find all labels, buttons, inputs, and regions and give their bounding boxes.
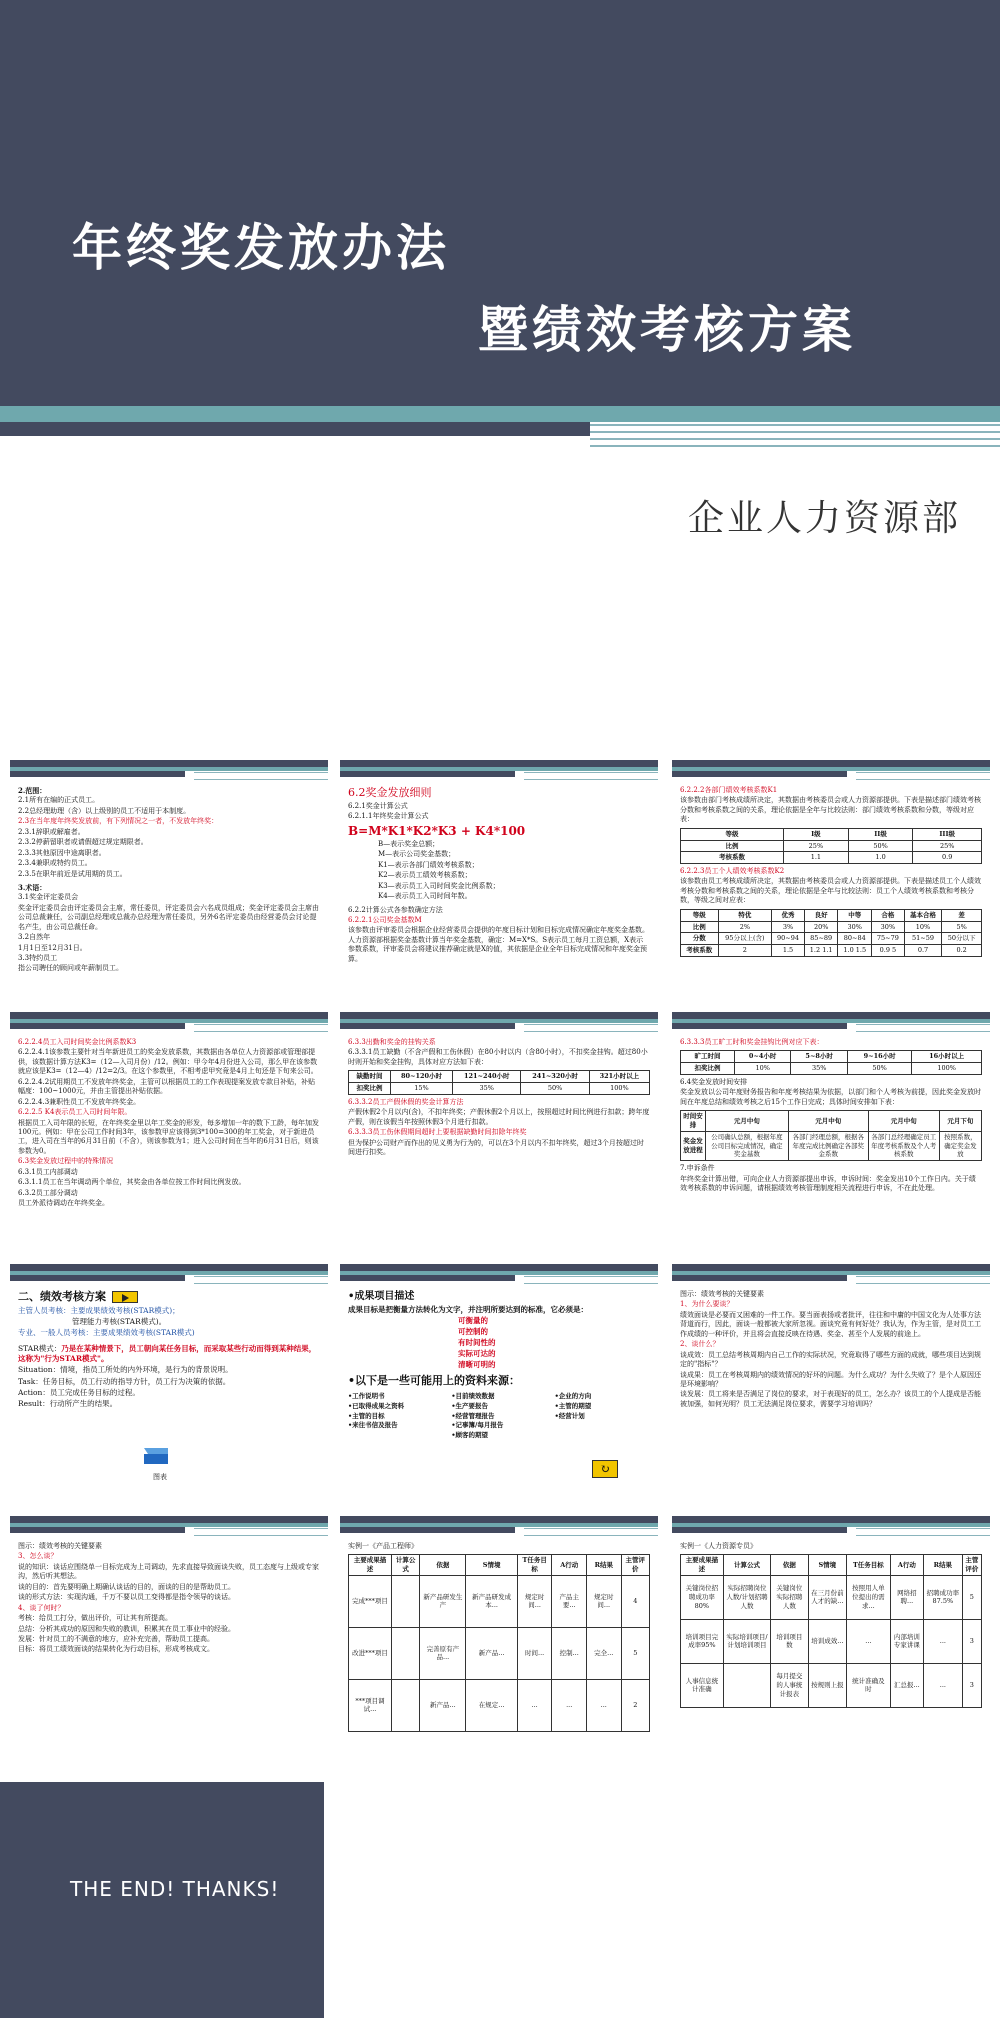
end-text: THE END! THANKS! — [70, 1877, 280, 1901]
table-cell: T任务目标 — [517, 1555, 552, 1576]
criterion-item: 可衡量的 — [458, 1315, 488, 1325]
table-cell: 时间安排 — [681, 1111, 706, 1132]
table-cell: 10% — [904, 921, 942, 933]
table-cell: 35% — [791, 1063, 848, 1075]
slide-coefficients — [672, 760, 990, 988]
cover-accent-bar — [0, 406, 1000, 422]
table-cell: 汇总报... — [890, 1663, 923, 1707]
table-cell: 元月下旬 — [939, 1111, 981, 1132]
s4-heading: 6.2.2.5 K4表示员工入司时间年限。 — [18, 1108, 132, 1117]
s1-line: 3.1奖金评定委员会 — [18, 893, 79, 902]
slide-absenteeism — [672, 1012, 990, 1240]
table-cell: 50分以下 — [942, 933, 982, 945]
slide-k3-k4 — [10, 1012, 328, 1240]
table-cell: 2 — [621, 1679, 649, 1731]
s1-line: 指公司聘任的顾问或年薪制员工。 — [18, 964, 123, 973]
table-cell: S情境 — [466, 1555, 517, 1576]
s10-title: 图示：绩效考核的关键要素 — [18, 1542, 102, 1550]
s5-para: 但为保护公司财产而作出的见义勇为行为的，可以在3个月以内不扣年终奖，超过3个月按超过时间进行扣奖。 — [348, 1138, 644, 1157]
source-item: •生产要报告 — [451, 1401, 488, 1410]
s8-heading: •以下是一些可能用上的资料来源： — [348, 1374, 521, 1388]
s10-question: 3、怎么谈？ — [18, 1552, 58, 1561]
s9-title: 图示：绩效考核的关键要素 — [680, 1290, 764, 1298]
source-item: •记事簿/每月报告 — [451, 1421, 504, 1430]
table-cell: 内部培训专家讲课 — [890, 1619, 923, 1663]
table-cell: 75~79 — [872, 933, 905, 945]
table-cell: 依据 — [771, 1555, 808, 1576]
s8-para: 成果目标是把衡量方法转化为文字，并注明所要达到的标准，它必须是： — [348, 1304, 588, 1314]
table-cell: 3 — [962, 1619, 981, 1663]
table-cell: 完全... — [587, 1627, 622, 1679]
table-cell: 各部门经理总额，根据各年度完成比例确定各部奖金系数 — [788, 1131, 868, 1160]
slide-interview-how — [10, 1516, 328, 1744]
table-cell: II级 — [848, 828, 913, 840]
table-cell: 1.0 — [848, 852, 913, 864]
slide-appraisal-interview — [672, 1264, 990, 1492]
table-cell: 在规定... — [466, 1679, 517, 1731]
table-cell: 25% — [784, 840, 849, 852]
table-cell: 0.9 5 — [872, 945, 905, 957]
table-cell — [392, 1627, 420, 1679]
source-item: •已取得成果之资料 — [348, 1401, 405, 1410]
slide-bonus-rules — [340, 760, 658, 988]
s1-line: 2.范围： — [18, 786, 47, 795]
table-cell: 奖金发放进程 — [681, 1131, 706, 1160]
s4-para: 6.3.1员工内部调动 — [18, 1167, 78, 1176]
table-cell: 51~59 — [904, 933, 942, 945]
s6-para: 6.4奖金发放时间安排 — [680, 1077, 748, 1086]
table-cell: 规定时间... — [587, 1575, 622, 1627]
s10-para: 谈的目的：首先要明确上期确认谈话的目的，面谈的目的是帮助员工。 — [18, 1582, 235, 1591]
table-cell: ... — [847, 1619, 891, 1663]
table-cell: 新产品研发生产 — [420, 1575, 466, 1627]
table-cell: I级 — [784, 828, 849, 840]
s10-para: 目标：将员工绩效面谈的结果转化为行动目标，形成考核成文。 — [18, 1645, 214, 1654]
table-cell: R结果 — [587, 1555, 622, 1576]
table-cell: 按规则上报 — [808, 1663, 846, 1707]
source-item: •主管的目标 — [348, 1411, 385, 1420]
table-cell: 规定时间... — [517, 1575, 552, 1627]
source-item: •来往书信及报告 — [348, 1421, 398, 1430]
table-cell: 3% — [772, 921, 805, 933]
criterion-item: 实际可达的 — [458, 1349, 496, 1358]
source-item: •企业的方向 — [554, 1392, 592, 1401]
table-cell: 121~240小时 — [453, 1071, 521, 1083]
table-cell: 9~16小时 — [847, 1051, 911, 1063]
table-cell: 241~320小时 — [521, 1071, 589, 1083]
table-cell: 特优 — [718, 909, 772, 921]
s2-def: K2—表示员工绩效考核系数； — [378, 871, 472, 880]
s12-title: 实例一《人力资源专员》 — [680, 1542, 757, 1550]
table-cell: 主要成果描述 — [349, 1555, 392, 1576]
table-cell: 各部门总经理确定员工年度考核系数及个人考核系数 — [868, 1131, 939, 1160]
s2-sub: 6.2.2.1公司奖金基数M — [348, 915, 422, 924]
slide-performance-plan — [10, 1264, 328, 1492]
s9-question: 1、为什么要谈？ — [680, 1300, 734, 1309]
cube-icon — [138, 1444, 168, 1464]
table-cell: T任务目标 — [847, 1555, 891, 1576]
s1-line: 1月1日至12月31日。 — [18, 943, 87, 952]
table-cell: 关键岗位招聘成功率80% — [681, 1575, 724, 1619]
table-cell: 分数 — [681, 933, 719, 945]
table-cell: ... — [587, 1679, 622, 1731]
source-item: •工作说明书 — [348, 1392, 385, 1401]
cube-caption: 图表 — [153, 1473, 167, 1481]
s6-para: 7.申诉条件 — [680, 1164, 715, 1173]
table-cell: 在三月份前人才的缺... — [808, 1575, 846, 1619]
table-cell: 培训成效... — [808, 1619, 846, 1663]
source-item: •顾客的期望 — [451, 1431, 488, 1440]
source-item: •经营管理报告 — [451, 1411, 495, 1420]
table-cell: 按照系数，确定奖金发放 — [939, 1131, 981, 1160]
table-cell: 时间... — [517, 1627, 552, 1679]
star-action: Action：员工完成任务目标的过程。 — [18, 1387, 140, 1397]
table-cell: 人事信息统计准确 — [681, 1663, 724, 1707]
table-cell: 培训项目数 — [771, 1619, 808, 1663]
table-cell: 缺勤时间 — [349, 1071, 391, 1083]
s9-para: 谈成效：员工总结考核周期内自己工作的实际状况，究竟取得了哪些方面的成就，哪些项目达到规定的"指标"？ — [680, 1350, 981, 1369]
table-cell: 等级 — [681, 828, 784, 840]
table-cell: 元月中旬 — [788, 1111, 868, 1132]
s1-line: 2.1所有在编的正式员工。 — [18, 796, 100, 805]
table-cell: 1.1 — [784, 852, 849, 864]
table-cell: A行动 — [552, 1555, 587, 1576]
s5-heading: 6.3.3.3员工伤休假期间超时上要根据缺勤时间扣除年终奖 — [348, 1128, 527, 1137]
s4-para: 6.3.1.1员工在当年调动两个单位，其奖金由各单位按工作时间比例发放。 — [18, 1178, 246, 1187]
s1-line: 2.3.2停薪留职者或请假超过规定期限者。 — [18, 838, 148, 847]
cover-title-line2: 暨绩效考核方案 — [478, 301, 856, 359]
s2-def: M—表示公司奖金基数； — [378, 850, 456, 859]
table-cell: 50% — [848, 840, 913, 852]
criterion-item: 清晰可明的 — [458, 1360, 496, 1370]
table-cell: 良好 — [804, 909, 838, 921]
table-cell: 15% — [390, 1083, 452, 1095]
criterion-item: 可控制的 — [458, 1326, 488, 1336]
table-cell: S情境 — [808, 1555, 846, 1576]
star-definition: 乃是在某种情景下，员工朝向某任务目标，而采取某些行动而得到某种结果，这称为"行为STAR模式"。 — [18, 1344, 317, 1364]
table-cell — [392, 1679, 420, 1731]
s1-line: 3.术语： — [18, 882, 47, 892]
table-cell: 完善原有产品... — [420, 1627, 466, 1679]
s1-line: 奖金评定委员会由评定委员会主席，常任委员，评定委员会六名成员组成；奖金评定委员会主席由公司总裁兼任，公司副总经理或总裁办总经理为常任委员，另外6名评定委员由经营委员会讨论提名产生，由公司总裁任命。 — [18, 903, 319, 931]
s1-line: 2.3在当年度年终奖发放前，有下列情况之一者，不发放年终奖： — [18, 817, 219, 826]
s1-line: 2.3.3其他原因中途离职者。 — [18, 848, 106, 857]
slide-example-engineer — [340, 1516, 658, 1744]
s8-heading: •成果项目描述 — [348, 1291, 415, 1302]
table-cell: 1.0 1.5 — [838, 945, 872, 957]
table-cell: 85~89 — [804, 933, 838, 945]
table-cell: 比例 — [681, 921, 719, 933]
absence-table — [348, 1070, 650, 1095]
staff-coef-table — [680, 909, 982, 957]
s4-heading: 6.2.2.4员工入司时间奖金比例系数K3 — [18, 1038, 137, 1046]
table-cell: 统计准确及时 — [847, 1663, 891, 1707]
absenteeism-table — [680, 1050, 982, 1075]
s3-heading: 6.2.2.2各部门绩效考核系数K1 — [680, 786, 778, 794]
s1-line: 2.3.4兼职或特约员工。 — [18, 859, 92, 868]
table-cell: 80~120小时 — [390, 1071, 452, 1083]
table-cell: 产品主要... — [552, 1575, 587, 1627]
table-cell: 优秀 — [772, 909, 805, 921]
s2-heading: 6.2奖金发放细则 — [348, 786, 432, 799]
table-cell: 旷工时间 — [681, 1051, 735, 1063]
table-cell: 0~4小时 — [734, 1051, 791, 1063]
dept-coef-table — [680, 828, 982, 864]
table-cell: 合格 — [872, 909, 905, 921]
table-cell: 培训项目完成率95% — [681, 1619, 724, 1663]
table-cell — [392, 1575, 420, 1627]
cover-department: 企业人力资源部 — [688, 498, 962, 539]
s2-def: K4—表示员工入司时间年数。 — [378, 892, 472, 901]
s5-heading: 6.3.3.2员工产假休假的奖金计算方法 — [348, 1097, 464, 1106]
table-cell: 0.9 — [913, 852, 982, 864]
table-cell: A行动 — [890, 1555, 923, 1576]
s2-sub: 6.2.2计算公式各参数确定方法 — [348, 905, 443, 914]
table-cell: ... — [517, 1679, 552, 1731]
cover-title-line1: 年终奖发放办法 — [72, 219, 450, 277]
table-cell: 100% — [589, 1083, 649, 1095]
s2-para: 该参数由评审委员会根据企业经营委员会提供的年度目标计划和目标完成情况确定年度奖金基数。人力资源部根据奖金基数计算当年奖金基数，确定：M=X*S。S表示员工每月工资总额，X表示参数系数，评审委员会将建议推荐确定就是X的值，其依据是企业全年目标完成情况和年度奖金预算。 — [348, 926, 649, 963]
table-cell: 扣奖比例 — [681, 1063, 735, 1075]
slide-scope — [10, 760, 328, 988]
table-cell: 扣奖比例 — [349, 1083, 391, 1095]
table-cell: 4 — [621, 1575, 649, 1627]
table-cell: 1.2 1.1 — [804, 945, 838, 957]
cover-slide — [0, 0, 1000, 430]
table-cell: 新产品研发成本... — [466, 1575, 517, 1627]
table-cell: 公司确认总额，根据年度公司目标完成情况，确定奖金基数 — [705, 1131, 788, 1160]
table-cell: 95分以上(含) — [718, 933, 772, 945]
s4-para: 6.2.2.4.2试用期员工不发放年终奖金，主管可以根据员工的工作表现提案发放专款目补贴，补贴幅度：100~1000元，并由主管提出补贴依据。 — [18, 1077, 316, 1096]
s9-para: 谈成果：员工在考核周期内的绩效情况的好坏的问题。为什么成功？为什么失败了？是个人原因还是环境影响？ — [680, 1370, 981, 1388]
s1-line: 3.2自然年 — [18, 933, 51, 942]
s3-heading: 6.2.2.3员工个人绩效考核系数K2 — [680, 867, 785, 876]
table-cell: 30% — [838, 921, 872, 933]
table-cell: 中等 — [838, 909, 872, 921]
s1-line: 2.3.1辞职或解雇者。 — [18, 827, 85, 836]
s11-title: 实例一《产品工程师》 — [348, 1542, 418, 1550]
s4-para: 6.2.2.4.1该参数主要针对当年新进员工的奖金发放系数，其数据由各单位人力资源部或管理部提供，该数据计算方法K3=（12—入司月份）/12。例如：甲今年4月份进入公司，那么甲在该参数就应该是K3=（12—4）/12=2/3。在这个参数里，不相考虑甲究竟是4月上旬还是下旬来公司。 — [18, 1048, 318, 1076]
s6-para: 奖金发放以公司年度财务报告和年度考核结果为依据，以部门和个人考核为前提，因此奖金发放时间在年度总结和绩效考核之后15个工作日完成；具体时间安排如下表： — [680, 1088, 981, 1106]
table-cell: R结果 — [924, 1555, 963, 1576]
table-cell: 网络招聘... — [890, 1575, 923, 1619]
s2-sub: 6.2.1奖金计算公式 — [348, 801, 408, 810]
table-cell: 3 — [962, 1663, 981, 1707]
table-cell: 50% — [521, 1083, 589, 1095]
s10-question: 4、谈了何时？ — [18, 1603, 65, 1612]
s10-para: 发展：针对员工的不满意的地方，应补充完善，帮助员工提高。 — [18, 1634, 214, 1643]
table-cell: 20% — [804, 921, 838, 933]
s10-para: 总结：分析其成功的原因和失败的教训，积累其在员工事业中的经验。 — [18, 1624, 235, 1633]
table-cell: ... — [552, 1679, 587, 1731]
table-cell: 50% — [847, 1063, 911, 1075]
table-cell: 每月提交的人事统计报表 — [771, 1663, 808, 1707]
s4-para: 6.2.2.4.3兼职性员工不发放年终奖金。 — [18, 1097, 141, 1106]
criterion-item: 有时间性的 — [458, 1337, 496, 1347]
s2-def: K1—表示各部门绩效考核系数； — [378, 860, 479, 869]
s5-heading: 6.3.3出勤和奖金的挂钩关系 — [348, 1038, 436, 1046]
star-result: Result：行动所产生的结果。 — [18, 1398, 118, 1408]
table-cell: 80~84 — [838, 933, 872, 945]
table-cell: 5% — [942, 921, 982, 933]
s9-question: 2、谈什么？ — [680, 1340, 720, 1349]
s2-def: B—表示奖金总额； — [378, 839, 440, 848]
s1-line: 2.3.5在职年前近是试用期的员工。 — [18, 869, 127, 878]
s1-line: 2.2总经理助理（含）以上级别的员工不适用于本制度。 — [18, 806, 191, 815]
s2-def: K3—表示员工入司时间奖金比例系数； — [378, 881, 500, 890]
table-cell: 0.7 — [904, 945, 942, 957]
table-cell: 按照用人单位提出的需求... — [847, 1575, 891, 1619]
table-cell: 25% — [913, 840, 982, 852]
table-cell: 实际招聘岗位人数/计划招聘人数 — [723, 1575, 770, 1619]
table-cell: 计算公式 — [723, 1555, 770, 1576]
s4-para: 6.3.2员工部分调动 — [18, 1188, 78, 1197]
s2-sub: 6.2.1.1年终奖金计算公式 — [348, 812, 429, 821]
table-cell: 1.5 — [772, 945, 805, 957]
table-cell: 5 — [962, 1575, 981, 1619]
table-cell: 计算公式 — [392, 1555, 420, 1576]
table-cell: 100% — [912, 1063, 982, 1075]
table-cell: 考核系数 — [681, 945, 719, 957]
engineer-table — [348, 1554, 650, 1732]
table-cell: 30% — [872, 921, 905, 933]
s7-bullet: 管理能力考核(STAR模式)。 — [72, 1316, 167, 1326]
cover-decor-lines — [590, 424, 1000, 458]
table-cell: 5~8小时 — [791, 1051, 848, 1063]
table-cell: 改进***项目 — [349, 1627, 392, 1679]
star-situation: Situation：情境，指员工所处的内外环境，是行为的背景说明。 — [18, 1365, 233, 1375]
s10-para: 考核：给员工打分，做出评价，可让其有所提高。 — [18, 1614, 172, 1623]
table-cell: 新产品... — [466, 1627, 517, 1679]
table-cell: 考核系数 — [681, 852, 784, 864]
s4-para: 根据员工入司年限的长短，在年终奖金里以年工奖金的形发，每多增加一年的数下工龄，每年加发100元。例如：甲在公司工作时间3年，该参数甲应该得到3*100=300的年工奖金，对于新进员工，进入司在当年的6月31日前（不含），则该参数为1；进入公司时间在当年的6月31日后，则该参数为0。 — [18, 1118, 319, 1155]
s4-heading: 6.3奖金发放过程中的特殊情况 — [18, 1157, 114, 1166]
slide-example-hr — [672, 1516, 990, 1744]
s6-para: 年终奖金计算出错，可向企业人力资源部提出申诉，申诉时间：奖金发出10个工作日内。关于绩效考核系数的申诉问题，请根据绩效考核管理制度相关流程进行申诉，不在此处理。 — [680, 1174, 976, 1192]
table-cell: 完成***项目 — [349, 1575, 392, 1627]
bonus-formula: B=M*K1*K2*K3 + K4*100 — [348, 823, 526, 838]
star-task: Task：任务目标，员工行动的指导方针，员工行为决策的依据。 — [18, 1376, 231, 1386]
slide-attendance — [340, 1012, 658, 1240]
table-cell: ***项目调试... — [349, 1679, 392, 1731]
table-cell: 基本合格 — [904, 909, 942, 921]
s9-para: 谈发展：员工将来是否满足了岗位的要求，对于表现好的员工，怎么办？该员工的个人提成是否能被加强，如何光明？员工无法满足岗位要求，需要学习培训吗？ — [680, 1390, 981, 1408]
table-cell: ... — [924, 1663, 963, 1707]
star-label: STAR模式： — [18, 1344, 62, 1354]
table-cell: 关键岗位实际招聘人数 — [771, 1575, 808, 1619]
table-cell: 元月中旬 — [868, 1111, 939, 1132]
table-cell: 35% — [453, 1083, 521, 1095]
s5-para: 产假休假2个月以内(含)，不扣年终奖；产假休假2个月以上，按照超过时间比例进行扣款；跨年度产假，则在该假当年按照休假3个月进行扣款。 — [348, 1108, 650, 1126]
table-cell: 16小时以上 — [912, 1051, 982, 1063]
schedule-table — [680, 1110, 982, 1161]
cover-dark-bar — [0, 422, 590, 436]
return-arrow-icon[interactable]: ↻ — [592, 1460, 618, 1478]
s7-bullet: 主管人员考核：主要成果绩效考核(STAR模式)； — [18, 1305, 180, 1315]
table-cell: 比例 — [681, 840, 784, 852]
s7-heading: 二、绩效考核方案 — [18, 1290, 320, 1305]
table-cell: 控制... — [552, 1627, 587, 1679]
table-cell: 0.2 — [942, 945, 982, 957]
s1-line: 3.3特约员工 — [18, 954, 58, 962]
slide-result-items — [340, 1264, 658, 1492]
table-cell: 主管评价 — [962, 1555, 981, 1576]
table-cell: III级 — [913, 828, 982, 840]
table-cell: 主管评价 — [621, 1555, 649, 1576]
s3-para: 该参数由员工考核成绩所决定，其数据由考核委员会或人力资源部提供。下表是描述员工个人绩效考核分数和考核系数之间的关系，理论依据是全年与比较法则：员工个人绩效考核系数和考核分数，等级之间对应表： — [680, 877, 981, 905]
source-item: •主管的期望 — [554, 1401, 592, 1410]
table-cell: 2% — [718, 921, 772, 933]
table-cell: ... — [924, 1619, 963, 1663]
play-button-icon[interactable] — [112, 1291, 138, 1303]
s3-para: 该参数由部门考核成绩所决定，其数据由考核委员会或人力资源部提供。下表是描述部门绩效考核分数和考核系数之间的关系，理论依据是全年与比较法则：部门绩效考核系数和分数，等级对应表： — [680, 796, 981, 824]
table-cell: 实际培训项目/计划培训项目 — [723, 1619, 770, 1663]
table-cell: 元月中旬 — [705, 1111, 788, 1132]
table-cell: 主要成果描述 — [681, 1555, 724, 1576]
table-cell: 招聘成功率87.5% — [924, 1575, 963, 1619]
s7-bullet: 专业、一般人员考核：主要成果绩效考核(STAR模式) — [18, 1328, 195, 1338]
table-cell: 等级 — [681, 909, 719, 921]
table-cell — [723, 1663, 770, 1707]
table-cell: 差 — [942, 909, 982, 921]
source-item: •经营计划 — [554, 1411, 585, 1420]
source-item: •目前绩效数据 — [451, 1392, 495, 1401]
s4-para: 员工外派待调动在年终奖金。 — [18, 1199, 109, 1207]
table-cell: 90~94 — [772, 933, 805, 945]
s5-para: 6.3.3.1员工缺勤（不含产假和工伤休假）在80小时以内（含80小时），不扣奖金挂钩。超过80小时则开始和奖金挂钩，具体对应方法如下表： — [348, 1048, 648, 1066]
table-cell: 321小时以上 — [589, 1071, 649, 1083]
table-cell: 10% — [734, 1063, 791, 1075]
table-cell: 新产品... — [420, 1679, 466, 1731]
hr-table — [680, 1554, 982, 1708]
s6-heading: 6.3.3.3员工旷工时和奖金挂钩比例对应下表： — [680, 1038, 824, 1046]
s10-para: 说的知识：谈话应围绕单一目标完成为上司调动，先求直接导致面谈失败，员工态度与上级或专家沟，然后听其想法。 — [18, 1562, 319, 1581]
table-cell: 2 — [718, 945, 772, 957]
table-cell: 依据 — [420, 1555, 466, 1576]
table-cell: 5 — [621, 1627, 649, 1679]
s10-para: 谈的形式方法：实现沟通，千万不要以员工变得都是指令领导的谈话。 — [18, 1593, 235, 1602]
s9-para: 绩效面谈是必要而又困难的一件工作。要当面表扬或者批评，往往和中庸的中国文化为人处事方法背道而行，因此，面谈一般都被大家所忽视。面谈究竟有何好处？我认为，作为主管，是对员工工作成绩的一种评价，并且将会直接反映在待遇、奖金、甚至个人发展的前途上。 — [680, 1310, 981, 1338]
